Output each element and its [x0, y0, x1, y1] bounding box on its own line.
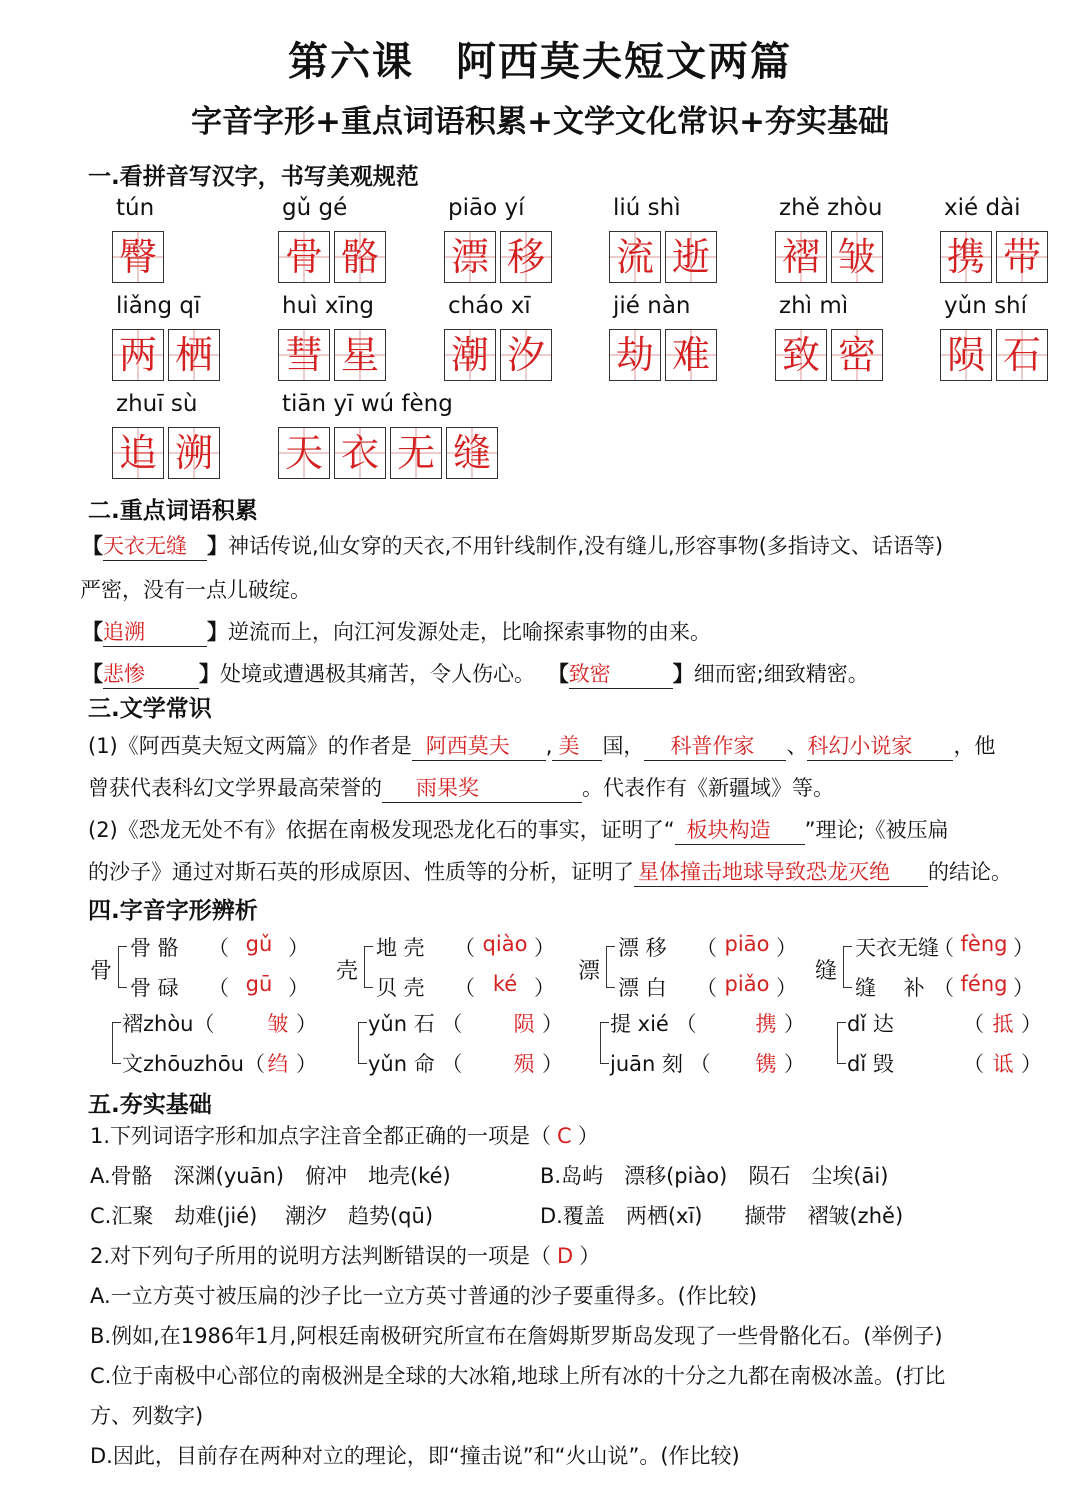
char-box: 难 — [665, 329, 717, 381]
section4-heading: 四.字音字形辨析 — [88, 898, 258, 924]
pinyin-answer: piǎo — [724, 972, 770, 996]
pinyin-answer: gū — [245, 972, 273, 996]
word: 贝 壳 — [376, 976, 425, 1000]
question-2: 2.对下列句子所用的说明方法判断错误的一项是（ D ） — [90, 1244, 601, 1268]
vocab-definition: 逆流而上，向江河发源处走，比喻探索事物的由来。 — [228, 620, 711, 644]
page-subtitle: 字音字形+重点词语积累+文学文化常识+夯实基础 — [191, 104, 889, 140]
char-box: 带 — [996, 231, 1048, 283]
word: 骨 骼 — [130, 936, 179, 960]
word: 地 壳 — [376, 936, 425, 960]
q2-option-d: D.因此，目前存在两种对立的理论，即“撞击说”和“火山说”。(作比较) — [90, 1444, 740, 1468]
paren-close: ） — [1021, 1052, 1042, 1076]
word-prompt: 文zhōuzhōu（ — [122, 1052, 265, 1076]
vocab-definition: 神话传说,仙女穿的天衣,不用针线制作,没有缝儿,形容事物(多指诗文、话语等) — [228, 534, 944, 558]
paren-open: （ — [454, 976, 475, 1000]
paren-close: ） — [776, 936, 797, 960]
key-char: 漂 — [578, 959, 601, 984]
word: 漂 白 — [618, 976, 667, 1000]
word-prompt: dǐ 毁 — [847, 1052, 894, 1076]
paren-close: ） — [296, 1012, 317, 1036]
question-1: 1.下列词语字形和加点字注音全都正确的一项是（ C ） — [90, 1124, 599, 1148]
paren-close: ） — [288, 936, 309, 960]
section2-heading: 二.重点词语积累 — [88, 498, 258, 524]
word: 天衣无缝 — [855, 936, 939, 960]
brace-line — [606, 946, 615, 988]
char-box: 陨 — [940, 329, 992, 381]
section5-heading: 五.夯实基础 — [88, 1092, 212, 1118]
pinyin-answer: piāo — [724, 932, 770, 956]
answer-theory: 板块构造 — [675, 818, 805, 845]
char-answer: 抵 — [992, 1012, 1014, 1036]
q1-option-c: C.汇聚 劫难(jié) 潮汐 趋势(qū) — [90, 1204, 434, 1228]
char-box: 汐 — [500, 329, 552, 381]
pinyin-label: liǎng qī — [116, 293, 201, 319]
char-box: 石 — [996, 329, 1048, 381]
answer-conclusion: 星体撞击地球导致恐龙灭绝 — [634, 860, 928, 887]
paren-open: （ — [933, 936, 954, 960]
vocab-answer: 致密 — [569, 662, 673, 689]
paren-open: （ — [454, 936, 475, 960]
char-box: 溯 — [168, 427, 220, 479]
pinyin-label: zhì mì — [779, 293, 849, 319]
paren-open: （ — [963, 1052, 984, 1076]
word-prompt: juān 刻 （ — [610, 1052, 711, 1076]
vocab-entry-1: 【天衣无缝 】神话传说,仙女穿的天衣,不用针线制作,没有缝儿,形容事物(多指诗文、话语等) — [82, 530, 943, 561]
char-box: 致 — [775, 329, 827, 381]
char-box: 追 — [112, 427, 164, 479]
pinyin-answer: fèng — [960, 932, 1008, 956]
paren-close: ） — [288, 976, 309, 1000]
paren-close: ） — [784, 1012, 805, 1036]
word: 缝 补 — [855, 976, 925, 1000]
char-box: 褶 — [775, 231, 827, 283]
char-box: 彗 — [278, 329, 330, 381]
paren-close: ） — [296, 1052, 317, 1076]
char-box: 缝 — [446, 427, 498, 479]
word-prompt: yǔn 石 （ — [368, 1012, 463, 1036]
char-box: 移 — [500, 231, 552, 283]
word-prompt: yǔn 命 （ — [368, 1052, 463, 1076]
paren-close: ） — [776, 976, 797, 1000]
answer-author: 阿西莫夫 — [412, 734, 546, 761]
paren-open: （ — [208, 976, 229, 1000]
paren-close: ） — [542, 1012, 563, 1036]
char-box: 逝 — [665, 231, 717, 283]
vocab-answer: 天衣无缝 — [103, 534, 207, 561]
char-box: 两 — [112, 329, 164, 381]
char-box: 臀 — [112, 231, 164, 283]
key-char: 壳 — [336, 959, 359, 984]
pinyin-label: liú shì — [613, 195, 681, 221]
brace-line — [364, 946, 373, 988]
char-box: 栖 — [168, 329, 220, 381]
char-box: 骨 — [278, 231, 330, 283]
pinyin-label: jié nàn — [613, 293, 691, 319]
pinyin-label: piāo yí — [448, 195, 525, 221]
word: 漂 移 — [618, 936, 667, 960]
char-box: 漂 — [444, 231, 496, 283]
word-prompt: 褶zhòu（ — [122, 1012, 215, 1036]
char-box: 天 — [278, 427, 330, 479]
section3-heading: 三.文学常识 — [88, 696, 212, 722]
q1-option-d: D.覆盖 两栖(xī) 撷带 褶皱(zhě) — [540, 1204, 904, 1228]
paren-close: ） — [1021, 1012, 1042, 1036]
q2-option-a: A.一立方英寸被压扁的沙子比一立方英寸普通的沙子要重得多。(作比较) — [90, 1284, 758, 1308]
answer-identity-1: 科普作家 — [644, 734, 786, 761]
char-answer: 殒 — [513, 1052, 535, 1076]
pinyin-label: zhě zhòu — [779, 195, 883, 221]
char-box: 劫 — [609, 329, 661, 381]
paren-close: ） — [542, 1052, 563, 1076]
vocab-definition: 细而密;细致精密。 — [693, 662, 869, 686]
q2-option-c: C.位于南极中心部位的南极洲是全球的大冰箱,地球上所有冰的十分之九都在南极冰盖。(打比 — [90, 1364, 946, 1388]
pinyin-answer: gǔ — [245, 932, 273, 956]
char-box: 无 — [390, 427, 442, 479]
pinyin-label: gǔ gé — [282, 195, 348, 221]
pinyin-answer: féng — [960, 972, 1008, 996]
brace-line — [600, 1022, 609, 1064]
char-answer: 绉 — [267, 1052, 289, 1076]
char-box: 密 — [831, 329, 883, 381]
char-box: 流 — [609, 231, 661, 283]
brace-line — [118, 946, 127, 988]
pinyin-label: xié dài — [944, 195, 1021, 221]
paren-open: （ — [963, 1012, 984, 1036]
char-box: 潮 — [444, 329, 496, 381]
brace-line — [358, 1022, 367, 1064]
pinyin-label: huì xīng — [282, 293, 375, 319]
answer-q2: D — [557, 1244, 574, 1268]
pinyin-label: zhuī sù — [116, 391, 198, 417]
literature-line-2: 曾获代表科幻文学界最高荣誉的 雨果奖 。代表作有《新疆域》等。 — [88, 772, 834, 803]
q1-option-a: A.骨骼 深渊(yuān) 俯冲 地壳(ké) — [90, 1164, 451, 1188]
literature-line-1: (1)《阿西莫夫短文两篇》的作者是 阿西莫夫 , 美 国， 科普作家 、科幻小说家 ，他 — [88, 730, 995, 761]
key-char: 缝 — [815, 959, 838, 984]
answer-identity-2: 科幻小说家 — [807, 734, 953, 761]
key-char: 骨 — [90, 959, 113, 984]
literature-line-4: 的沙子》通过对斯石英的形成原因、性质等的分析，证明了 星体撞击地球导致恐龙灭绝 的结论。 — [88, 856, 1012, 887]
paren-close: ） — [1013, 936, 1034, 960]
char-answer: 皱 — [267, 1012, 289, 1036]
section1-heading: 一.看拼音写汉字，书写美观规范 — [88, 164, 419, 190]
paren-open: （ — [933, 976, 954, 1000]
q2-option-c-cont: 方、列数字) — [90, 1404, 204, 1428]
vocab-answer: 追溯 — [103, 620, 207, 647]
vocab-answer: 悲惨 — [103, 662, 199, 689]
pinyin-label: tún — [116, 195, 155, 221]
paren-open: （ — [696, 976, 717, 1000]
answer-q1: C — [557, 1124, 572, 1148]
vocab-definition: 处境或遭遇极其痛苦，令人伤心。 — [220, 662, 535, 686]
pinyin-label: tiān yī wú fèng — [282, 391, 453, 417]
char-box: 衣 — [334, 427, 386, 479]
q2-option-b: B.例如,在1986年1月,阿根廷南极研究所宣布在詹姆斯罗斯岛发现了一些骨骼化石。(举例子) — [90, 1324, 943, 1348]
char-box: 皱 — [831, 231, 883, 283]
word-prompt: dǐ 达 — [847, 1012, 894, 1036]
paren-close: ） — [784, 1052, 805, 1076]
paren-close: ） — [1013, 976, 1034, 1000]
char-answer: 携 — [755, 1012, 777, 1036]
paren-open: （ — [208, 936, 229, 960]
q1-option-b: B.岛屿 漂移(piào) 陨石 尘埃(āi) — [540, 1164, 889, 1188]
char-answer: 诋 — [992, 1052, 1014, 1076]
page-title: 第六课 阿西莫夫短文两篇 — [288, 39, 792, 85]
char-box: 星 — [334, 329, 386, 381]
pinyin-label: cháo xī — [448, 293, 531, 319]
brace-line — [843, 946, 852, 988]
word-prompt: 提 xié （ — [610, 1012, 697, 1036]
vocab-entry-3: 【悲惨 】处境或遭遇极其痛苦，令人伤心。 【致密 】细而密;细致精密。 — [82, 658, 869, 689]
brace-line — [837, 1022, 846, 1064]
answer-award: 雨果奖 — [382, 776, 582, 803]
char-answer: 镌 — [755, 1052, 777, 1076]
pinyin-answer: qiào — [482, 932, 528, 956]
answer-country: 美 — [552, 734, 602, 761]
pinyin-answer: ké — [492, 972, 518, 996]
pinyin-label: yǔn shí — [944, 293, 1028, 319]
brace-line — [112, 1022, 121, 1064]
vocab-entry-1-cont: 严密，没有一点儿破绽。 — [80, 578, 311, 602]
char-answer: 陨 — [513, 1012, 535, 1036]
word: 骨 碌 — [130, 976, 179, 1000]
paren-close: ） — [534, 936, 555, 960]
vocab-entry-2: 【追溯 】逆流而上，向江河发源处走，比喻探索事物的由来。 — [82, 616, 711, 647]
literature-line-3: (2)《恐龙无处不有》依据在南极发现恐龙化石的事实，证明了“ 板块构造 ”理论;《被压扁 — [88, 814, 949, 845]
paren-close: ） — [534, 976, 555, 1000]
paren-open: （ — [696, 936, 717, 960]
char-box: 骼 — [334, 231, 386, 283]
char-box: 携 — [940, 231, 992, 283]
